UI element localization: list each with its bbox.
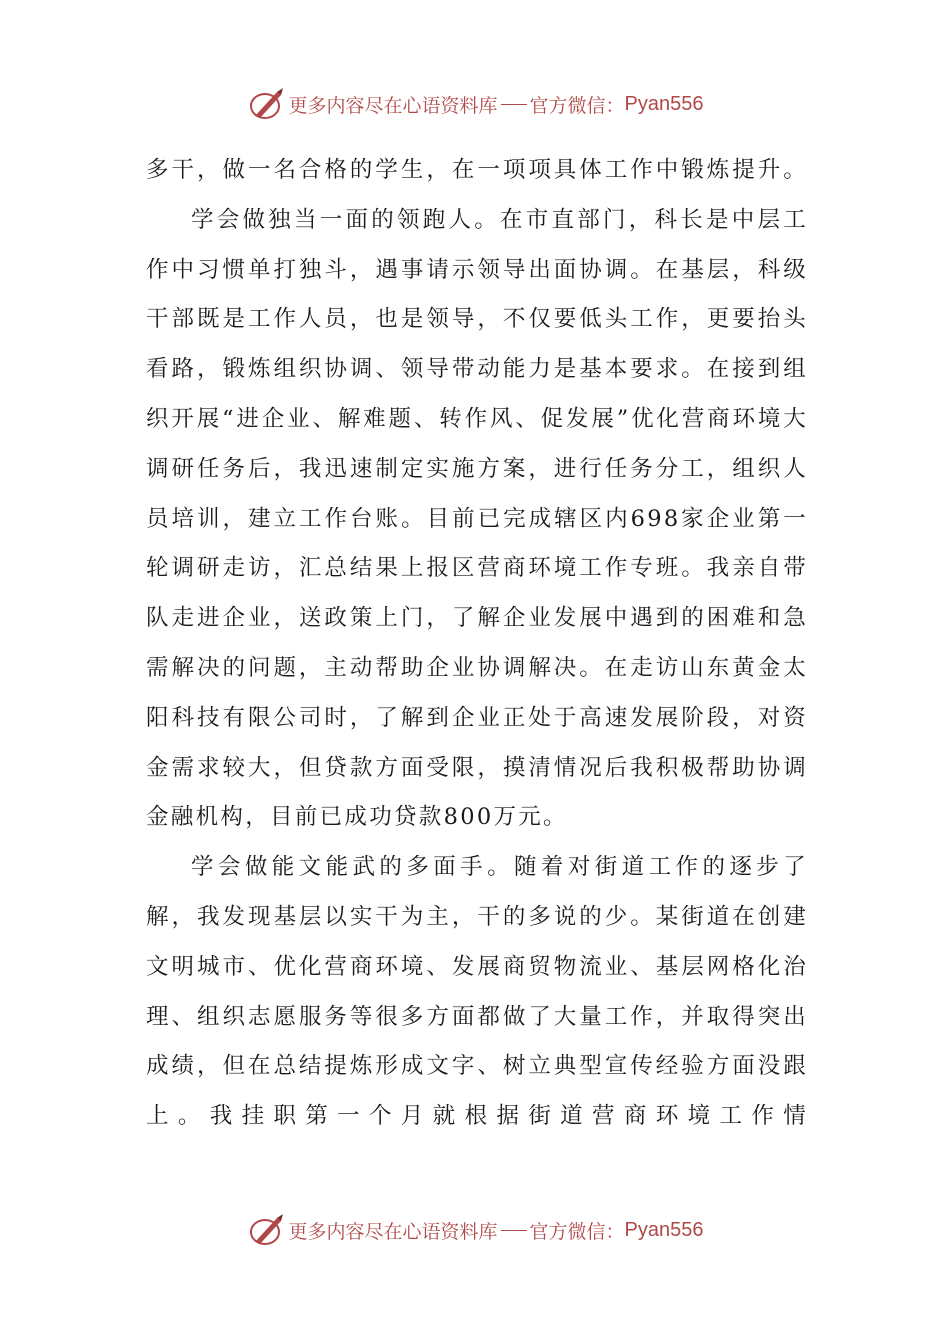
- banner-wechat-label: 官方微信：: [529, 94, 625, 117]
- banner-main-text: 更多内容尽在心语资料库: [288, 1220, 498, 1243]
- banner-separator: [501, 104, 527, 105]
- banner-wechat-label: 官方微信：: [529, 1220, 625, 1243]
- quill-pen-logo-icon: [247, 86, 287, 122]
- footer-watermark-banner: [0, 1210, 950, 1250]
- banner-separator: [501, 1230, 527, 1231]
- banner-wechat-id: Pyan556: [624, 1218, 704, 1241]
- document-body: [146, 146, 808, 1142]
- banner-wechat-id: Pyan556: [624, 92, 704, 115]
- quill-pen-logo-icon: [247, 1212, 287, 1248]
- paragraph-lead-runner: 学会做独当一面的领跑人。在市直部门，科长是中层工作中习惯单打独斗，遇事请示领导出面协调。在基层，科级干部既是工作人员，也是领导，不仅要低头工作，更要抬头看路，锻炼组织协调、领导带动能力是基本要求。在接到组织开展“进企业、解难题、转作风、促发展”优化营商环境大调研任务后，我迅速制定实施方案，进行任务分工，组织人员培训，建立工作台账。目前已完成辖区内698家企业第一轮调研走访，汇总结果上报区营商环境工作专班。我亲自带队走进企业，送政策上门，了解企业发展中遇到的困难和急需解决的问题，主动帮助企业协调解决。在走访山东黄金太阳科技有限公司时，了解到企业正处于高速发展阶段，对资金需求较大，但贷款方面受限，摸清情况后我积极帮助协调金融机构，目前已成功贷款800万元。: [146, 206, 808, 831]
- banner-main-text: 更多内容尽在心语资料库: [288, 94, 498, 117]
- paragraph-all-rounder: 学会做能文能武的多面手。随着对街道工作的逐步了解，我发现基层以实干为主，干的多说的少。某街道在创建文明城市、优化营商环境、发展商贸物流业、基层网格化治理、组织志愿服务等很多方面都做了大量工作，并取得突出成绩，但在总结提炼形成文字、树立典型宣传经验方面没跟上。我挂职第一个月就根据街道营商环境工作情: [146, 854, 808, 1130]
- header-watermark-banner: [0, 84, 950, 124]
- paragraph-continuation: 多干，做一名合格的学生，在一项项具体工作中锻炼提升。: [146, 157, 808, 183]
